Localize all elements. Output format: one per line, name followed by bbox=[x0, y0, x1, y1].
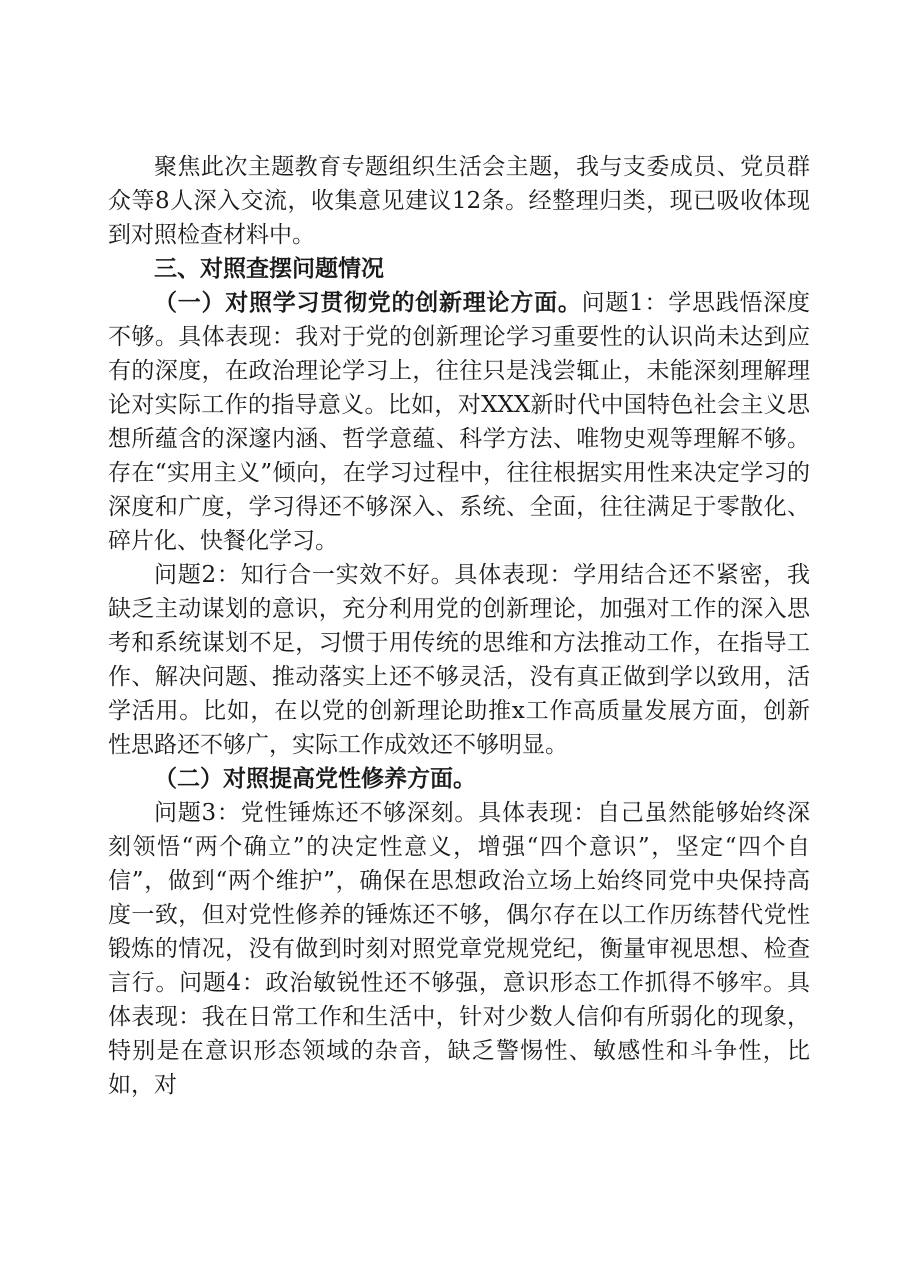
paragraph-question-3: 问题3：党性锤炼还不够深刻。具体表现：自己虽然能够始终深刻领悟“两个确立”的决定性意义，增强“四个意识”，坚定“四个自信”，做到“两个维护”，确保在思想政治立场上始终同党中央保持高度一致，但对党性修养的锤炼还不够，偶尔存在以工作历练替代党性锻炼的情况，没有做到时刻对照党章党规党纪，衡量审视思想、检查言行。问题4：政治敏锐性还不够强，意识形态工作抓得不够牢。具体表现：我在日常工作和生活中，针对少数人信仰有所弱化的现象，特别是在意识形态领域的杂音，缺乏警惕性、敏感性和斗争性，比如，对 bbox=[108, 800, 810, 1098]
subsection-1-text: 问题1：学思践悟深度不够。具体表现：我对于党的创新理论学习重要性的认识尚未达到应有的深度，在政治理论学习上，往往只是浅尝辄止，未能深刻理解理论对实际工作的指导意义。比如，对XXX新时代中国特色社会主义思想所蕴含的深邃内涵、哲学意蕴、科学方法、唯物史观等理解不够。存在“实用主义”倾向，在学习过程中，往往根据实用性来决定学习的深度和广度，学习得还不够深入、系统、全面，往往满足于零散化、碎片化、快餐化学习。 bbox=[108, 290, 810, 554]
paragraph-feedback: 聚焦此次主题教育专题组织生活会主题，我与支委成员、党员群众等8人深入交流，收集意见建议12条。经整理归类，现已吸收体现到对照检查材料中。 bbox=[108, 154, 810, 248]
paragraph-question-2: 问题2：知行合一实效不好。具体表现：学用结合还不紧密，我缺乏主动谋划的意识，充分利用党的创新理论，加强对工作的深入思考和系统谋划不足，习惯于用传统的思维和方法推动工作，在指导工作、解决问题、推动落实上还不够灵活，没有真正做到学以致用，活学活用。比如，在以党的创新理论助推x工作高质量发展方面，创新性思路还不够广，实际工作成效还不够明显。 bbox=[108, 562, 810, 758]
paragraph-subsection-1 bbox=[108, 286, 810, 558]
subsection-title-1: （一）对照学习贯彻党的创新理论方面。 bbox=[154, 289, 582, 316]
section-heading-3: 三、对照查摆问题情况 bbox=[154, 256, 384, 282]
document-body bbox=[108, 150, 810, 1102]
subsection-title-2: （二）对照提高党性修养方面。 bbox=[154, 765, 476, 792]
